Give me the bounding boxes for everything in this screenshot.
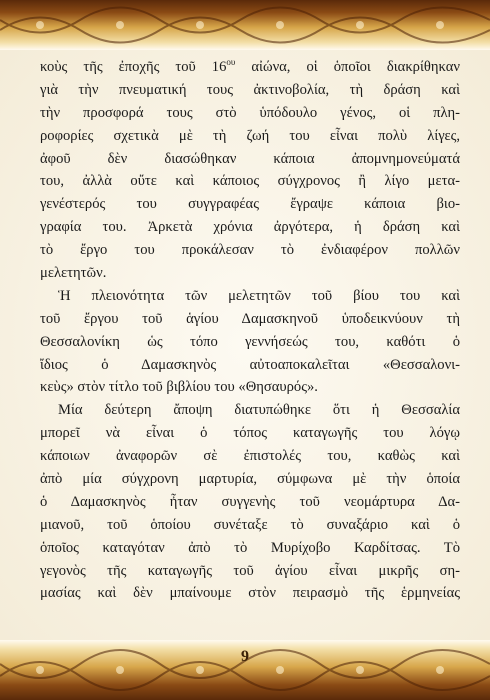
text-line (40, 560, 460, 583)
text-line-content: γενέστερός του συγγραφέας ἔγραψε κάποια βιο- (40, 196, 460, 213)
text-line (40, 285, 460, 308)
text-line-content: τοῦ ἔργου τοῦ ἁγίου Δαμασκηνοῦ ὑποδεικνύουν τὴ (40, 310, 460, 327)
text-line-content: γιὰ τὴν πνευματική τους ἀκτινοβολία, τὴ δράση καὶ (40, 81, 460, 98)
text-line-content: Μία δεύτερη ἄποψη διατυπώθηκε ὅτι ἡ Θεσσαλία (58, 402, 460, 419)
text-line (40, 193, 460, 216)
text-line-content: ἀπὸ μία σύγχρονη μαρτυρία, σύμφωνα μὲ τὴν ὁποία (40, 471, 460, 488)
text-line-content: κάποιων ἀναφορῶν σὲ ἐπιστολές του, καθὼς καὶ (40, 448, 460, 465)
text-line (40, 125, 460, 148)
text-line (40, 468, 460, 491)
text-line-content: μασίας καὶ δὲν μπαίνουμε στὸν πειρασμὸ τῆς ἑρμηνείας (40, 585, 460, 602)
body-text (40, 56, 460, 605)
ornament-icon (0, 0, 490, 50)
text-line (40, 537, 460, 560)
text-line (40, 216, 460, 239)
text-line (40, 56, 460, 79)
page-number: 9 (241, 648, 249, 665)
text-line (40, 445, 460, 468)
text-line-content: Ἡ πλειονότητα τῶν μελετητῶν τοῦ βίου του καὶ (58, 287, 460, 304)
text-line-content: γραφία του. Ἀρκετὰ χρόνια ἀργότερα, ἡ δράση καὶ (40, 219, 460, 236)
text-line (40, 376, 460, 399)
text-line (40, 422, 460, 445)
text-line (40, 239, 460, 262)
text-line (40, 354, 460, 377)
text-line-content: ροφορίες σχετικὰ μὲ τὴ ζωή του εἶναι πολὺ λίγες, (40, 127, 460, 144)
text-line-content: αἰώνα, οἱ ὁποῖοι διακρίθηκαν (235, 59, 460, 75)
text-line-content: ἀφοῦ δὲν διασώθηκαν κάποια ἀπομνημονεύματά (40, 150, 460, 167)
page-body (0, 50, 490, 640)
text-line-content: ἴδιος ὁ Δαμασκηνὸς αὐτοαποκαλεῖται «Θεσσαλονι- (40, 356, 460, 373)
text-line (40, 514, 460, 537)
text-line-content: γεγονὸς τῆς καταγωγῆς τοῦ ἁγίου εἶναι μικρῆς ση- (40, 562, 460, 579)
text-line (40, 308, 460, 331)
text-line-content: μελετητῶν. (40, 265, 107, 282)
text-line (40, 399, 460, 422)
text-line-content: ὁποῖος καταγόταν ἀπὸ τὸ Μυρίχοβο Καρδίτσας. Τὸ (40, 539, 460, 556)
text-line (40, 331, 460, 354)
text-line (40, 262, 460, 285)
text-line-content: μπορεῖ νὰ εἶναι ὁ τόπος καταγωγῆς του λόγῳ (40, 425, 460, 442)
text-line-content: κεὺς» στὸν τίτλο τοῦ βιβλίου του «Θησαυρός». (40, 379, 318, 396)
text-line (40, 170, 460, 193)
text-line-content: ὁ Δαμασκηνὸς ἦταν συγγενὴς τοῦ νεομάρτυρα Δα- (40, 493, 460, 510)
text-line (40, 148, 460, 171)
text-line-content: του, ἀλλὰ οὔτε καὶ κάποιος σύγχρονος ἢ λίγο μετα- (40, 173, 460, 190)
top-ornamental-border (0, 0, 490, 50)
text-line (40, 79, 460, 102)
text-line (40, 491, 460, 514)
text-line-content: τὴν προσφορά τους στὸ ὑπόδουλο γένος, οἱ πλη- (40, 104, 460, 121)
text-line-content: κοὺς τῆς ἐποχῆς τοῦ 16 (40, 59, 227, 75)
text-line (40, 582, 460, 605)
text-line-content: Θεσσαλονίκη ὡς τόπο γεννήσεώς του, καθότι ὁ (40, 333, 460, 350)
text-line (40, 102, 460, 125)
text-line-content: τὸ ἔργο του προκάλεσαν τὸ ἐνδιαφέρον πολλῶν (40, 242, 460, 259)
text-line-content: μιανοῦ, τοῦ ὁποίου συνέταξε τὸ συναξάριο καὶ ὁ (40, 516, 460, 533)
superscript: ου (226, 57, 236, 68)
